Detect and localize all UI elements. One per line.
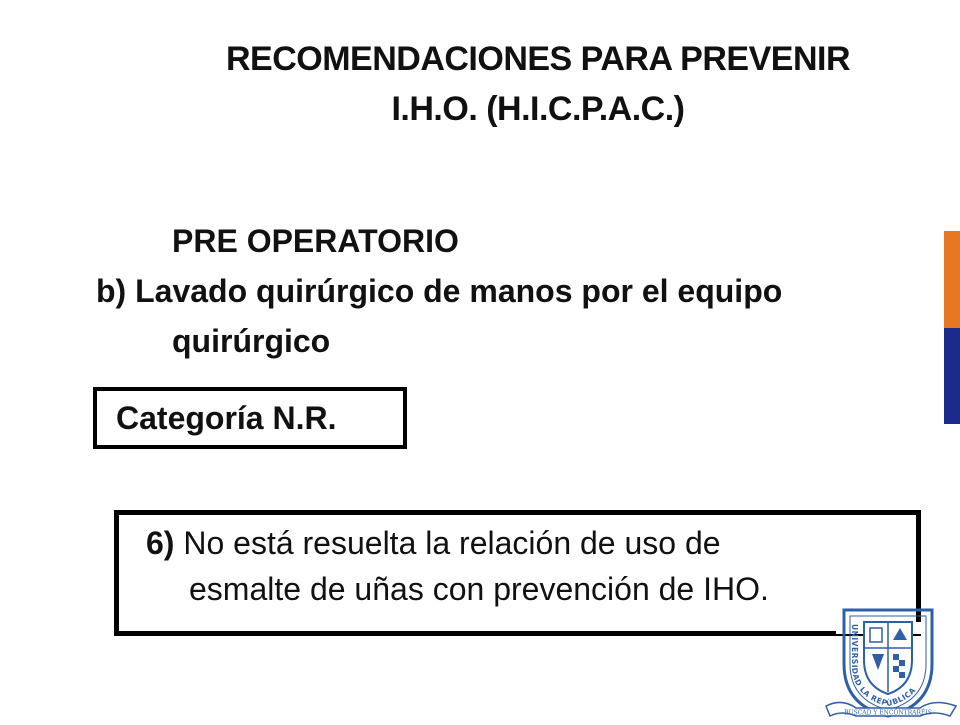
logo-motto: BUSCAD Y ENCONTRARÉIS (844, 709, 932, 717)
recommendation-line-1: b) Lavado quirúrgico de manos por el equipo (96, 273, 783, 309)
accent-bar-orange (944, 231, 960, 328)
note-line-1: No está resuelta la relación de uso de (174, 525, 721, 561)
section-heading: PRE OPERATORIO (172, 223, 459, 259)
note-text (146, 520, 926, 612)
category-label: Categoría N.R. (116, 400, 337, 436)
title-line-1: RECOMENDACIONES PARA PREVENIR (225, 40, 850, 78)
slide-title (0, 34, 960, 134)
logo-ring-text: UNIVERSIDAD LA REPÚBLICA (849, 624, 918, 709)
note-line-2: esmalte de uñas con prevención de IHO. (189, 571, 769, 607)
university-logo (822, 602, 960, 720)
accent-bar-blue (944, 328, 960, 424)
university-seal-icon (822, 602, 960, 720)
title-line-2: I.H.O. (H.I.C.P.A.C.) (391, 90, 685, 128)
recommendation-item (96, 266, 916, 366)
note-number: 6) (146, 525, 175, 561)
recommendation-line-2: quirúrgico (172, 323, 331, 359)
pre-operatorio-section (96, 216, 916, 366)
category-box (93, 387, 407, 449)
